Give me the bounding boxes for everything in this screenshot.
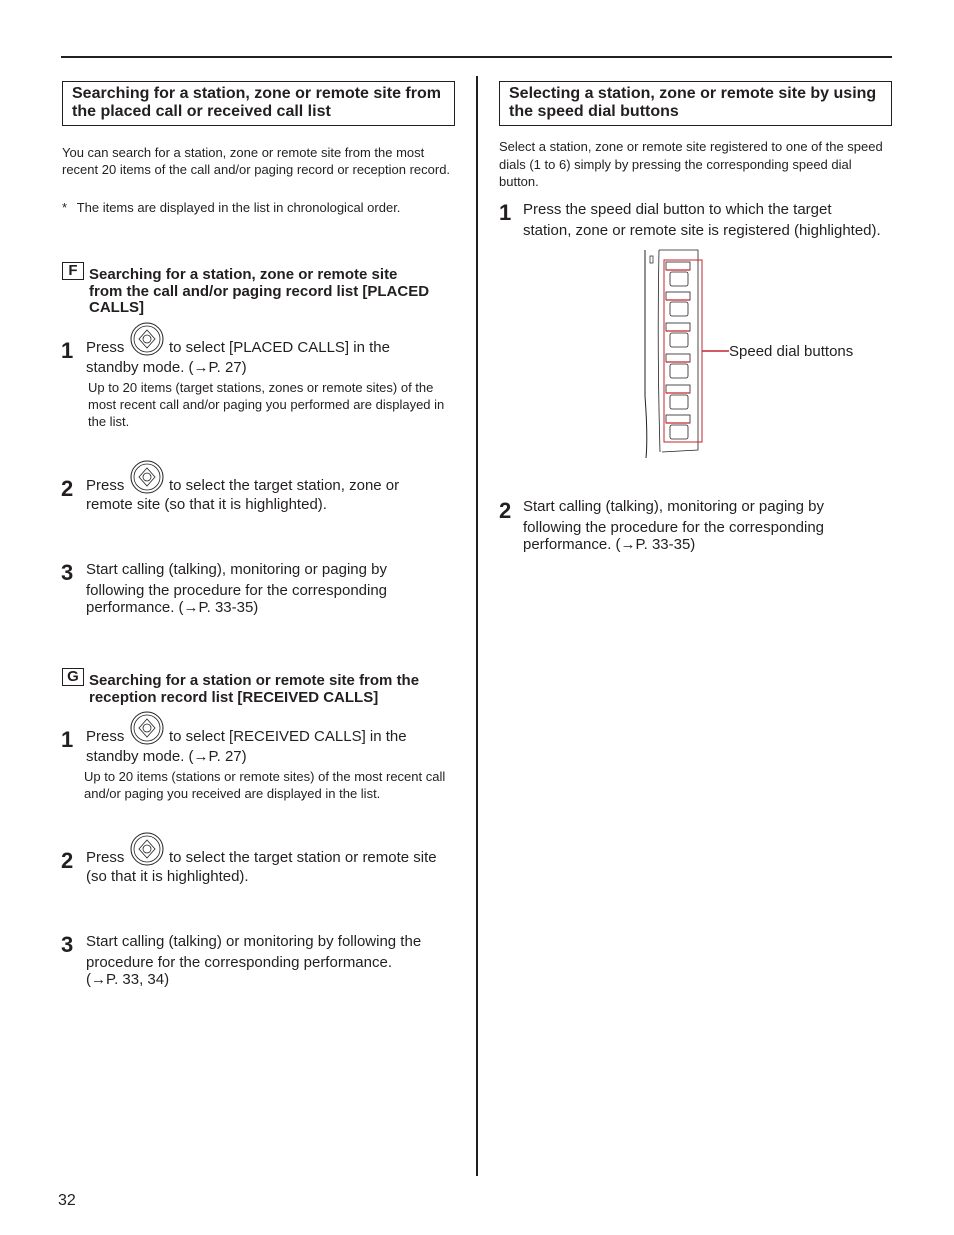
step-text: to select the target station, zone or (169, 477, 400, 494)
section-f-title-line: Searching for a station, zone or remote site (89, 266, 398, 283)
step-text: performance. (→P. 33-35) (86, 599, 259, 616)
step-text: Start calling (talking), monitoring or paging by (523, 498, 824, 515)
section-f-title (89, 267, 459, 317)
step-text-block (86, 560, 458, 618)
step-text: Press the speed dial button to which the target (523, 201, 832, 218)
speed-dial-callout: Speed dial buttons (729, 343, 854, 360)
navigation-pad-icon (130, 710, 164, 746)
step-number: 2 (61, 848, 74, 873)
section-g-title-line: reception record list [RECEIVED CALLS] (89, 688, 379, 706)
speed-dial-panel-illustration (640, 246, 730, 462)
step-text: standby mode. (→P. 27) (86, 359, 247, 376)
left-intro: You can search for a station, zone or remote site from the most recent 20 items of the call and/or paging record or reception record. (62, 145, 451, 177)
column-divider (476, 76, 478, 1176)
right-intro: Select a station, zone or remote site registered to one of the speed dials (1 to 6) simply by pressing the corresponding speed dial button. (499, 139, 883, 189)
left-note (62, 199, 457, 216)
step-press-label: Press (86, 339, 125, 356)
step-text-block (523, 199, 895, 241)
page-number: 32 (58, 1192, 76, 1209)
step-text-block (523, 497, 895, 555)
section-f-title-line: from the call and/or paging record list [PLACED (89, 282, 430, 300)
left-heading-text: Searching for a station, zone or remote site from the placed call or received call list (72, 85, 441, 120)
section-g-title (89, 673, 459, 706)
navigation-pad-icon (130, 459, 164, 495)
section-f-title-line: CALLS] (89, 299, 144, 316)
step-note: Up to 20 items (stations or remote sites) of the most recent call and/or paging you received are displayed in the list. (84, 769, 446, 801)
step-number: 3 (61, 932, 74, 957)
step-press-label: Press (86, 849, 125, 866)
step-number: 3 (61, 560, 74, 585)
step-text: station, zone or remote site is registered (highlighted). (523, 222, 881, 239)
step-text: performance. (→P. 33-35) (523, 536, 696, 553)
section-g-title-line: Searching for a station or remote site from the (89, 672, 420, 689)
step-text: (so that it is highlighted). (86, 868, 249, 885)
step-text: following the procedure for the corresponding (86, 582, 388, 599)
section-letter-f: F (62, 262, 84, 280)
left-section-heading (62, 81, 455, 126)
top-rule (61, 56, 892, 58)
note-text: The items are displayed in the list in chronological order. (76, 200, 401, 215)
step-note: Up to 20 items (target stations, zones or remote sites) of the most recent call and/or paging you performed are displayed in the list. (88, 380, 445, 429)
step-text: to select [PLACED CALLS] in the (169, 339, 390, 356)
step-text: to select the target station or remote site (169, 849, 437, 866)
note-asterisk: * (62, 200, 68, 215)
step-text: following the procedure for the corresponding (523, 519, 825, 536)
step-text: remote site (so that it is highlighted). (86, 496, 327, 513)
navigation-pad-icon (130, 321, 164, 357)
right-heading-text: Selecting a station, zone or remote site by using the speed dial buttons (509, 85, 877, 120)
step-text: Start calling (talking) or monitoring by following the (86, 933, 422, 950)
step-number: 2 (61, 476, 74, 501)
right-section-heading (499, 81, 892, 126)
step-text: Start calling (talking), monitoring or paging by (86, 561, 387, 578)
step-number: 2 (499, 498, 512, 523)
step-text: procedure for the corresponding performance. (86, 954, 393, 971)
section-letter-g: G (62, 668, 84, 686)
step-press-label: Press (86, 477, 125, 494)
step-number: 1 (61, 338, 74, 363)
step-text: standby mode. (→P. 27) (86, 748, 247, 765)
step-number: 1 (499, 200, 512, 225)
step-number: 1 (61, 727, 74, 752)
step-text-block (86, 932, 458, 990)
step-text: to select [RECEIVED CALLS] in the (169, 728, 407, 745)
step-press-label: Press (86, 728, 125, 745)
navigation-pad-icon (130, 831, 164, 867)
step-text: (→P. 33, 34) (86, 971, 170, 988)
